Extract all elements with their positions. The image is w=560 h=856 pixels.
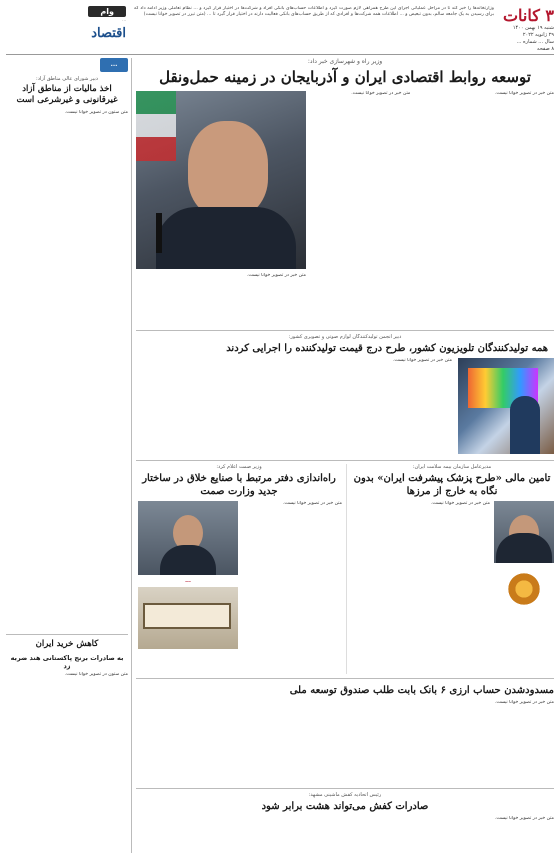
minister-photo [136,91,306,269]
microphone-icon [156,213,162,253]
insurance-kicker: مدیرعامل سازمان بیمه سلامت ایران: [412,464,492,470]
paper-logo: ۳ کانات [502,6,554,25]
shoes-story [136,792,554,852]
lead-kicker: وزیر راه و شهرسازی خبر داد: [307,58,383,65]
rule-3 [136,678,554,679]
tv-headline: همه تولیدکنندگان تلویزیون کشور، طرح درج قیمت تولیدکننده را اجرایی کردند [226,343,548,354]
section-logo: ... [100,58,128,72]
left-column [6,58,128,853]
insurance-story [350,464,554,674]
shoes-headline: صادرات کفش می‌تواند هشت برابر شود [261,801,429,812]
minister-portrait [138,501,238,575]
insurance-body: متن خبر در تصویر خوانا نیست. [430,501,490,506]
official-portrait [494,501,554,563]
tv-factory-photo [458,358,554,454]
lead-body-a: متن خبر در تصویر خوانا نیست. [494,91,554,96]
fund-body: متن خبر در تصویر خوانا نیست. [494,700,554,705]
creative-story [136,464,342,674]
lead-body-c: متن خبر در تصویر خوانا نیست. [246,273,306,278]
left-headline-1: اخذ مالیات از مناطق آزاد غیرقانونی و غیرشرعی است [16,84,118,105]
creative-kicker: وزیر صمت اعلام کرد: [216,464,262,470]
section-mast [6,6,126,41]
inner-rule [346,464,347,674]
lead-body-b: متن خبر در تصویر خوانا نیست. [351,91,411,96]
front-teaser: وزارتخانه‌ها را خبر کند تا در مراحل عملیاتی اجرای این طرح همراهی لازم صورت گیرد و اطلاعات حساب‌های بانکی افراد و شرکت‌ها در اختیار قرار گیرد و ... نظام تعاملی وزیر ادامه داد که برای رسیدن به یک جامعه سالم، بدون تبعیض و ... اطلاعات همه شرکت‌ها و افرادی که از طریق حساب‌های بانکی فعالیت دارند در اختیار قرار گیرد تا ... (متن تیزر در تصویر خوانا نیست) [134,6,494,18]
masthead [6,6,554,52]
dateline-1: شنبه ۱۹ بهمن ۱۴۰۰ [512,25,554,31]
body-shape-2 [496,533,552,563]
dateline-2: ۲۹ ژانویه ۲۰۲۲ [522,32,554,38]
worker-shape [510,396,540,454]
lead-headline: توسعه روابط اقتصادی ایران و آذربایجان در زمینه حمل‌ونقل [159,68,531,86]
creative-headline: راه‌اندازی دفتر مرتبط با صنایع خلاق در ساختار جدید وزارت صمت [142,473,336,497]
rule-1 [136,330,554,331]
left-kicker-1: دبیر شورای عالی مناطق آزاد: [36,76,98,82]
left-body-1: متن ستون در تصویر خوانا نیست. [64,110,128,115]
fund-headline: مسدودشدن حساب ارزی ۶ بانک بابت طلب صندوق توسعه ملی [289,685,554,696]
left-body-2: متن ستون در تصویر خوانا نیست. [64,672,128,677]
fund-story [136,682,554,784]
left-headline-2: کاهش خرید ایران [35,639,99,649]
lead-story [136,91,554,331]
shoes-body: متن خبر در تصویر خوانا نیست. [494,816,554,821]
insurance-emblem-icon [504,569,544,609]
loan-badge: وام [88,6,126,17]
suit-shape [156,207,296,269]
tv-body: متن خبر در تصویر خوانا نیست. [392,358,452,363]
rule-2 [136,460,554,461]
tv-story [136,334,554,456]
creative-body: متن خبر در تصویر خوانا نیست. [282,501,342,506]
tv-kicker: دبیر انجمن تولیدکنندگان لوازم صوتی و تصویری کشور: [288,334,402,340]
dateline-3: سال ... شماره ... [516,39,554,45]
shoes-kicker: رئیس اتحادیه کفش ماشینی مشهد: [308,792,382,798]
dateline-4: ۸ صفحه [537,46,554,52]
masthead-rule [6,54,554,55]
brand-block [502,6,554,53]
main-column [136,58,554,853]
sign-board-shape [143,603,231,629]
creative-highlight: ... [185,578,191,584]
section-name: اقتصاد [91,26,126,41]
insurance-headline: تامین مالی «طرح پزشک پیشرفت ایران» بدون نگاه به خارج از مرزها [353,473,551,497]
left-divider [6,634,128,635]
body-shape [160,545,216,575]
rule-4 [136,788,554,789]
face-shape [188,121,268,217]
column-rule [131,58,132,853]
left-subheadline-2: به صادرات برنج پاکستانی هند ضربه زد [10,654,124,670]
site-url: ... [122,17,126,22]
flag-shape [136,91,176,161]
fund-sign-photo [138,587,238,649]
